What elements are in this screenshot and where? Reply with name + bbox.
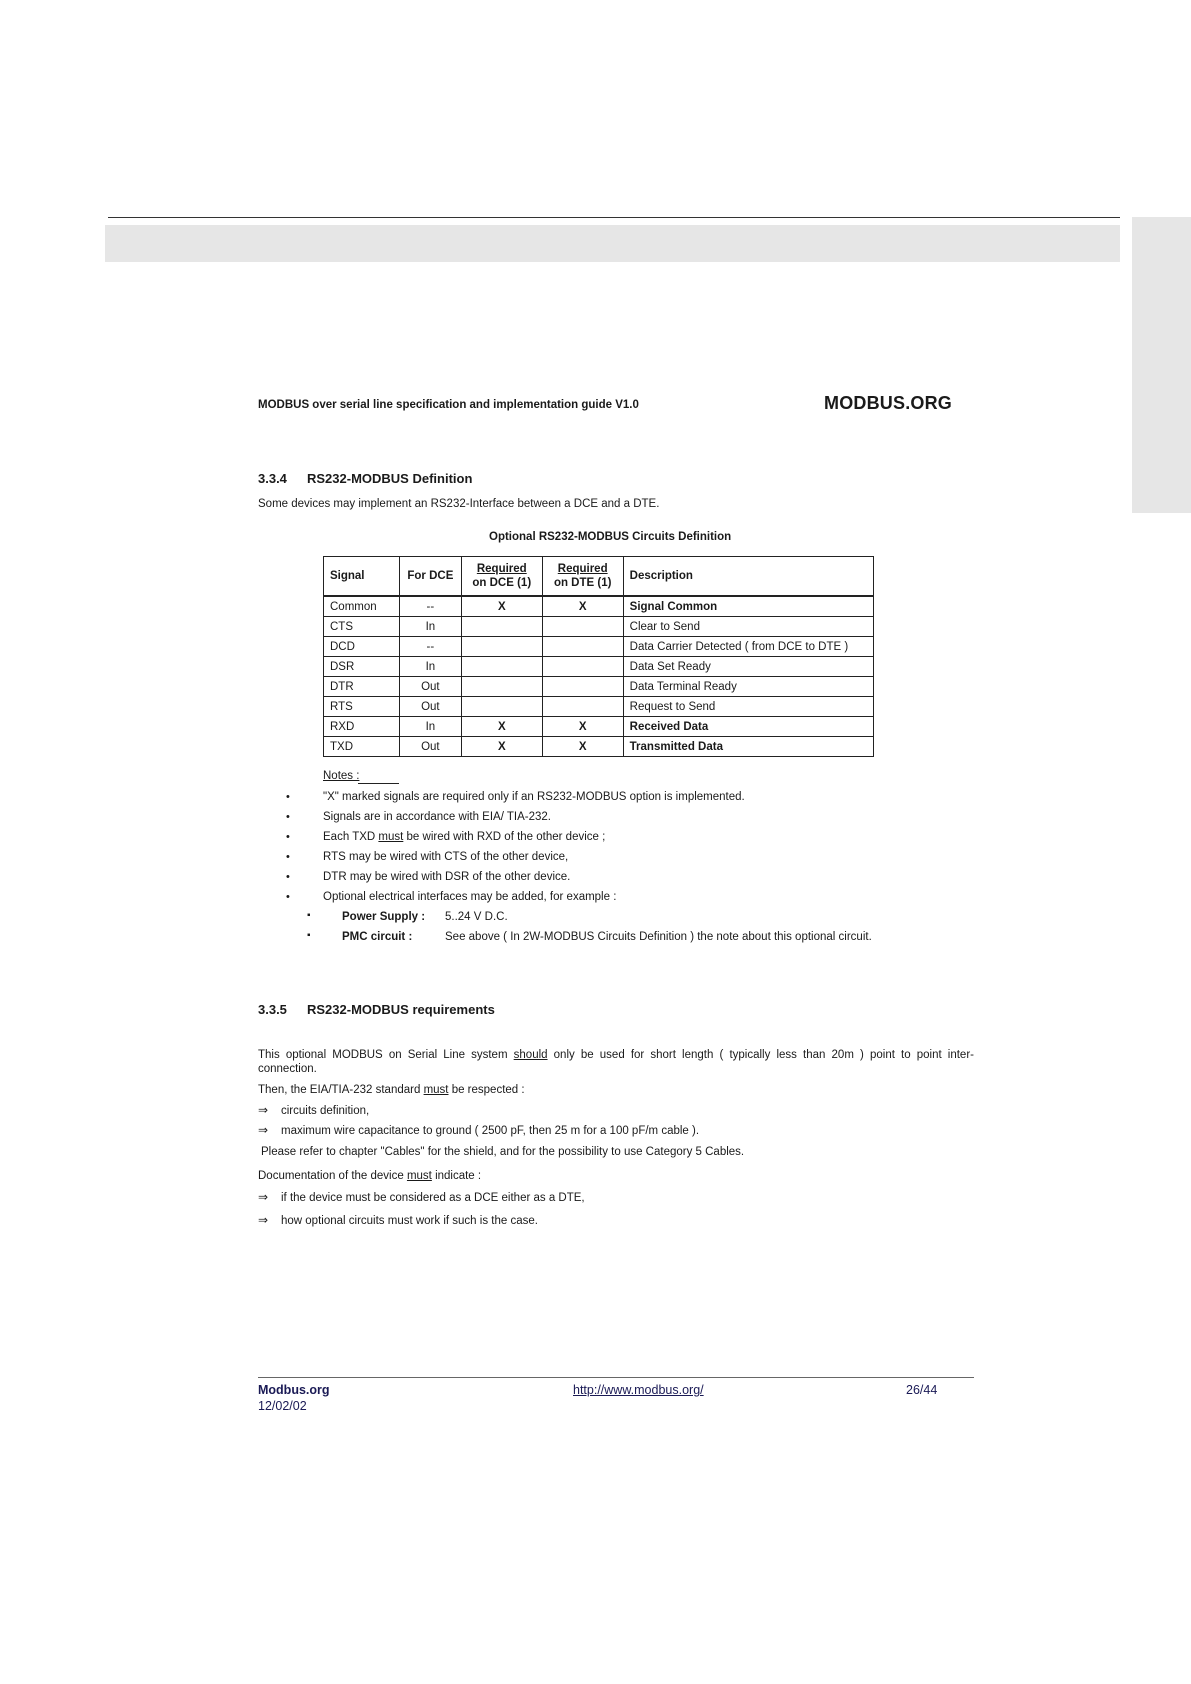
circuits-table (323, 556, 874, 757)
arrow-glyph: ⇒ (258, 1213, 269, 1227)
arrow-glyph: ⇒ (258, 1190, 269, 1204)
cell-description: Data Set Ready (623, 657, 873, 677)
para-emphasis: must (423, 1084, 449, 1096)
sub-note-label: PMC circuit : (342, 931, 413, 943)
cell-required-dte (542, 637, 623, 657)
cell-required-dce: X (461, 737, 542, 757)
note-text: Signals are in accordance with EIA/ TIA-232. (323, 811, 551, 823)
section-number: 3.3.5 (258, 1002, 287, 1017)
cell-description: Received Data (623, 717, 873, 737)
arrow-item (258, 1190, 585, 1205)
sub-note-text: 5..24 V D.C. (445, 911, 508, 923)
para-emphasis: should (513, 1049, 548, 1061)
top-rule (108, 217, 1120, 218)
requirements-paragraph-line2: connection. (258, 1063, 317, 1075)
cell-required-dte (542, 697, 623, 717)
side-gray-tab (1132, 217, 1191, 513)
header-required-dte-line1: Required (557, 563, 608, 575)
cell-required-dte: X (542, 737, 623, 757)
cell-description: Signal Common (623, 596, 873, 617)
sub-note-item (307, 930, 872, 944)
section-intro: Some devices may implement an RS232-Interface between a DCE and a DTE. (258, 498, 660, 510)
header-description: Description (623, 557, 873, 597)
cell-signal: RXD (324, 717, 400, 737)
note-text: RTS may be wired with CTS of the other device, (323, 851, 569, 863)
sub-note-text: See above ( In 2W-MODBUS Circuits Definition ) the note about this optional circuit. (445, 931, 872, 943)
para-text: This optional MODBUS on Serial Line system (258, 1049, 514, 1061)
document-title: MODBUS over serial line specification and implementation guide V1.0 (258, 399, 639, 411)
sub-note-item (307, 910, 508, 924)
cell-signal: DCD (324, 637, 400, 657)
top-gray-band (105, 225, 1120, 262)
requirements-paragraph-line1 (258, 1048, 974, 1062)
table-caption: Optional RS232-MODBUS Circuits Definition (489, 531, 732, 543)
cell-required-dce (461, 657, 542, 677)
table-row (324, 596, 874, 617)
cell-for-dce: In (399, 717, 461, 737)
cell-signal: Common (324, 596, 400, 617)
arrow-glyph: ⇒ (258, 1123, 269, 1137)
cell-required-dte (542, 677, 623, 697)
arrow-item (258, 1103, 370, 1118)
cell-signal: CTS (324, 617, 400, 637)
cell-signal: TXD (324, 737, 400, 757)
para-text: Documentation of the device (258, 1170, 407, 1182)
para-text: be respected : (448, 1084, 525, 1096)
header-required-dce-line2: on DCE (1) (472, 577, 532, 589)
cell-for-dce: Out (399, 677, 461, 697)
table-header-row (324, 557, 874, 597)
bullet-glyph: • (286, 831, 290, 843)
header-required-dte (542, 557, 623, 597)
cell-description: Request to Send (623, 697, 873, 717)
cell-for-dce: In (399, 657, 461, 677)
note-text: "X" marked signals are required only if an RS232-MODBUS option is implemented. (323, 791, 745, 803)
para-text: indicate : (431, 1170, 482, 1182)
arrow-glyph: ⇒ (258, 1103, 269, 1117)
cell-for-dce: Out (399, 737, 461, 757)
footer-date: 12/02/02 (258, 1399, 307, 1413)
note-item (286, 810, 551, 824)
note-item (286, 890, 617, 904)
cell-for-dce: -- (399, 637, 461, 657)
table-row (324, 617, 874, 637)
note-emphasis: must (378, 831, 404, 843)
bullet-glyph: • (286, 851, 290, 863)
cell-description: Data Carrier Detected ( from DCE to DTE ) (623, 637, 873, 657)
bullet-glyph: • (286, 891, 290, 903)
brand-logo-text: MODBUS.ORG (824, 393, 952, 413)
note-text: be wired with RXD of the other device ; (403, 831, 606, 843)
cell-required-dce: X (461, 717, 542, 737)
table-row (324, 677, 874, 697)
section-title: RS232-MODBUS requirements (307, 1002, 495, 1017)
arrow-item-text: circuits definition, (281, 1105, 370, 1117)
note-item (286, 870, 571, 884)
footer-link[interactable]: http://www.modbus.org/ (573, 1383, 704, 1397)
cell-for-dce: In (399, 617, 461, 637)
note-item (286, 850, 569, 864)
note-text: Each TXD (323, 831, 379, 843)
para-emphasis: must (406, 1170, 432, 1182)
standard-paragraph (258, 1083, 525, 1097)
header-signal: Signal (324, 557, 400, 597)
note-item (286, 790, 745, 804)
note-item (286, 830, 606, 844)
cell-required-dce (461, 617, 542, 637)
para-text: Then, the EIA/TIA-232 standard (258, 1084, 424, 1096)
cell-required-dte: X (542, 596, 623, 617)
note-text: DTR may be wired with DSR of the other device. (323, 871, 571, 883)
square-bullet-glyph: ▪ (307, 930, 311, 941)
arrow-item (258, 1213, 538, 1228)
cell-description: Clear to Send (623, 617, 873, 637)
cell-signal: DSR (324, 657, 400, 677)
cell-signal: RTS (324, 697, 400, 717)
bullet-glyph: • (286, 871, 290, 883)
cell-description: Data Terminal Ready (623, 677, 873, 697)
header-required-dte-line2: on DTE (1) (553, 577, 612, 589)
notes-title: Notes : (323, 770, 360, 782)
cell-required-dte (542, 657, 623, 677)
footer-rule (258, 1377, 974, 1378)
section-title: RS232-MODBUS Definition (307, 471, 473, 486)
sub-note-label: Power Supply : (342, 911, 426, 923)
cell-required-dte: X (542, 717, 623, 737)
cell-description: Transmitted Data (623, 737, 873, 757)
section-number: 3.3.4 (258, 471, 287, 486)
cell-required-dce: X (461, 596, 542, 617)
arrow-item-text: how optional circuits must work if such is the case. (281, 1215, 538, 1227)
para-text: only be used for short length ( typically less than 20m ) point to point inter- (547, 1049, 974, 1061)
section-3-3-4-heading (258, 471, 472, 486)
arrow-item-text: if the device must be considered as a DCE either as a DTE, (281, 1192, 585, 1204)
square-bullet-glyph: ▪ (307, 910, 311, 921)
arrow-item (258, 1123, 700, 1138)
footer-page-number: 26/44 (906, 1383, 938, 1397)
header-for-dce: For DCE (399, 557, 461, 597)
section-3-3-5-heading (258, 1002, 495, 1017)
table-row (324, 637, 874, 657)
notes-underline (358, 783, 399, 784)
table-row (324, 717, 874, 737)
documentation-paragraph (258, 1169, 481, 1183)
cell-required-dte (542, 617, 623, 637)
cables-paragraph: Please refer to chapter "Cables" for the shield, and for the possibility to use Category 5 Cables. (261, 1146, 745, 1158)
cell-for-dce: Out (399, 697, 461, 717)
cell-required-dce (461, 697, 542, 717)
bullet-glyph: • (286, 811, 290, 823)
table-row (324, 737, 874, 757)
cell-for-dce: -- (399, 596, 461, 617)
bullet-glyph: • (286, 791, 290, 803)
cell-required-dce (461, 637, 542, 657)
header-required-dce (461, 557, 542, 597)
arrow-item-text: maximum wire capacitance to ground ( 2500 pF, then 25 m for a 100 pF/m cable ). (281, 1125, 700, 1137)
note-text: Optional electrical interfaces may be added, for example : (323, 891, 617, 903)
header-required-dce-line1: Required (476, 563, 527, 575)
footer-organization: Modbus.org (258, 1383, 330, 1397)
cell-signal: DTR (324, 677, 400, 697)
table-row (324, 697, 874, 717)
table-row (324, 657, 874, 677)
cell-required-dce (461, 677, 542, 697)
